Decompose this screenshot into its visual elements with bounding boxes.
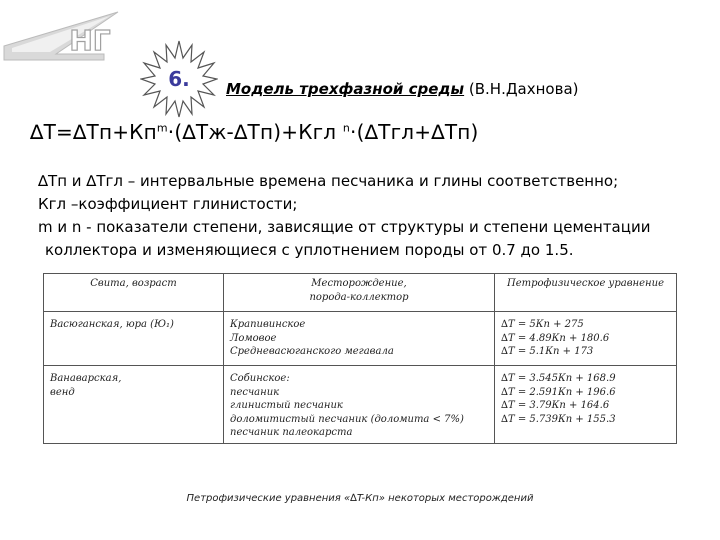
field-line: песчаник	[230, 386, 280, 398]
header-suite: Свита, возраст	[44, 274, 224, 312]
formula-part-2: ·(∆Tж-∆Tп)+Кгл	[167, 120, 337, 144]
field-line: доломитистый песчаник (доломита < 7%)	[230, 413, 464, 425]
petrophysical-table	[43, 273, 677, 444]
description-line: ∆Tп и ∆Tгл – интервальные времена песчаника и глины соответственно;	[38, 172, 619, 190]
equation-line: ∆T = 4.89Кп + 180.6	[501, 332, 610, 344]
description-line: коллектора и изменяющиеся с уплотнением породы от 0.7 до 1.5.	[45, 241, 574, 259]
table-row	[44, 366, 677, 444]
field-line: Собинское:	[230, 373, 290, 384]
header-equation: Петрофизическое уравнение	[495, 274, 677, 312]
exponent-m: m	[156, 121, 168, 135]
equation-line: ∆T = 5Кп + 275	[501, 319, 584, 330]
table-row	[44, 312, 677, 366]
field-line: Ломовое	[230, 332, 277, 344]
formula-part-1: ∆T=∆Tп+Кп	[30, 120, 157, 144]
description-line: Кгл –коэффициент глинистости;	[38, 195, 298, 213]
equation-cell	[495, 366, 677, 444]
ng-logo	[0, 0, 130, 70]
header-field: Месторождение, порода-коллектор	[224, 274, 495, 312]
formula-description	[38, 170, 708, 262]
equation-line: ∆T = 5.739Кп + 155.3	[501, 413, 616, 425]
formula-part-3: ·(∆Tгл+∆Tп)	[350, 120, 479, 144]
field-line: Крапивинское	[230, 319, 306, 330]
slide-number: 6.	[168, 67, 190, 91]
table-caption: Петрофизические уравнения «∆T-Кп» некоторых месторождений	[186, 493, 534, 504]
field-cell	[224, 366, 495, 444]
logo-text: НГ	[69, 24, 111, 57]
table-header-row	[44, 274, 677, 312]
field-line: глинистый песчаник	[230, 400, 343, 411]
exponent-n: n	[342, 121, 351, 135]
equation-cell	[495, 312, 677, 366]
main-formula	[30, 120, 479, 144]
equation-line: ∆T = 3.545Кп + 168.9	[501, 373, 616, 384]
slide-title	[226, 80, 579, 98]
model-title: Модель трехфазной среды	[226, 80, 465, 98]
field-line: песчаник палеокарста	[230, 427, 353, 438]
equation-line: ∆T = 5.1Кп + 173	[501, 346, 594, 357]
suite-cell: Ванаварская, венд	[44, 366, 224, 444]
equation-line: ∆T = 2.591Кп + 196.6	[501, 386, 616, 398]
field-line: Средневасюганского мегавала	[230, 346, 394, 357]
equation-line: ∆T = 3.79Кп + 164.6	[501, 400, 610, 411]
author: (В.Н.Дахнова)	[464, 80, 579, 98]
suite-cell: Васюганская, юра (Ю₁)	[44, 312, 224, 366]
description-line: m и n - показатели степени, зависящие от структуры и степени цементации	[38, 218, 651, 236]
field-cell	[224, 312, 495, 366]
